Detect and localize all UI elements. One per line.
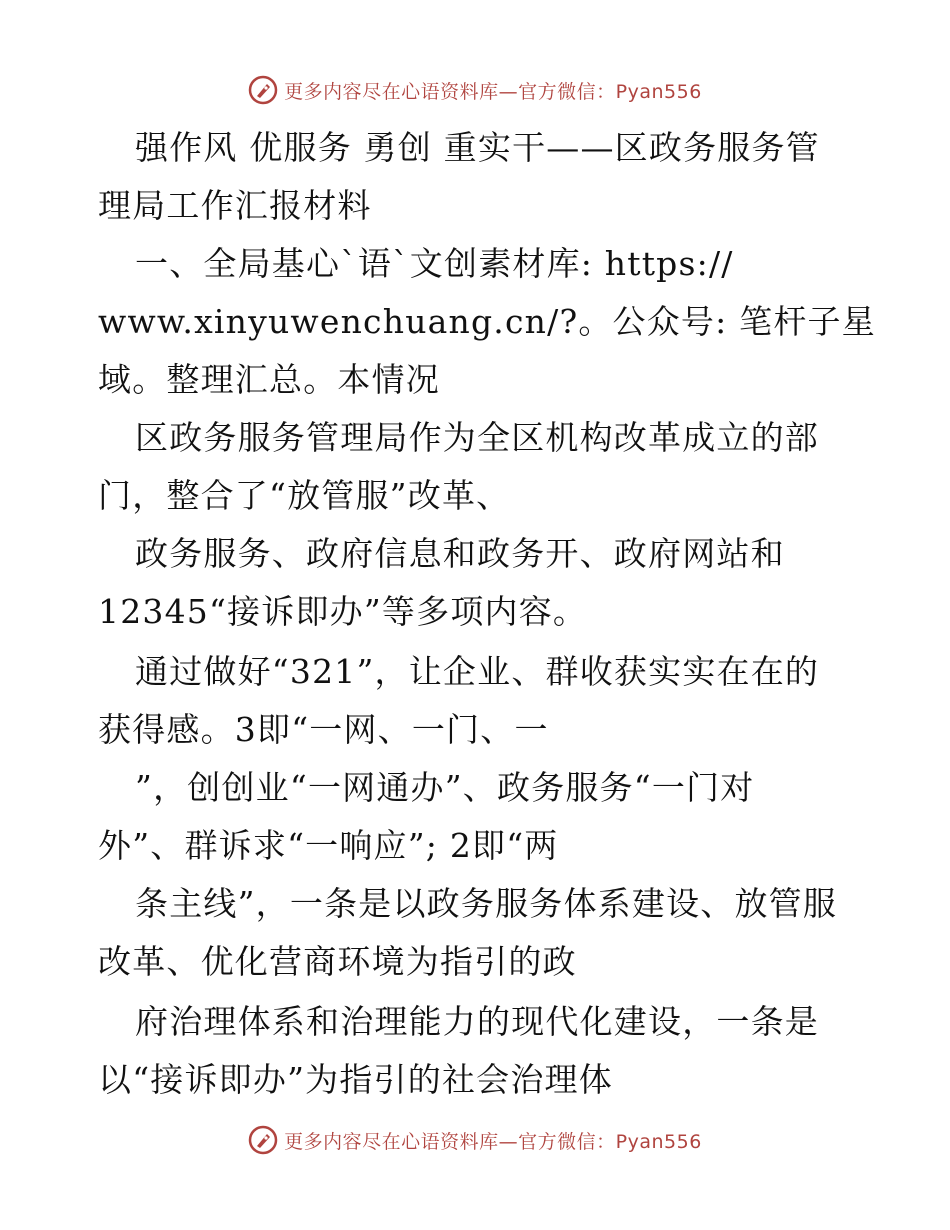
doc-text-line: 12345“接诉即办”等多项内容。 bbox=[98, 592, 588, 631]
doc-text-line: 以“接诉即办”为指引的社会治理体 bbox=[98, 1060, 613, 1099]
doc-text-line: ”，创创业“一网通办”、政务服务“一门对 bbox=[135, 768, 755, 807]
watermark-text: 更多内容尽在心语资料库—官方微信：Pyan556 bbox=[284, 80, 702, 103]
doc-text-line: 条主线”，一条是以政务服务体系建设、放管服 bbox=[135, 884, 838, 923]
doc-text-line: 区政务服务管理局作为全区机构改革成立的部 bbox=[135, 418, 819, 457]
doc-text-line: 门，整合了“放管服”改革、 bbox=[98, 476, 511, 515]
pen-nib-icon bbox=[248, 1125, 278, 1155]
doc-text-line: 通过做好“321”，让企业、群收获实实在在的 bbox=[135, 652, 820, 691]
doc-text-line: 一、全局基心`语`文创素材库: https:// bbox=[135, 244, 734, 283]
pen-nib-icon bbox=[248, 75, 278, 105]
doc-title-line-1: 强作风 优服务 勇创 重实干——区政务服务管 bbox=[135, 128, 820, 167]
doc-title-line-2: 理局工作汇报材料 bbox=[98, 186, 372, 225]
doc-text-line: 域。整理汇总。本情况 bbox=[98, 360, 440, 399]
doc-text-line: www.xinyuwenchuang.cn/?。公众号: 笔杆子星 bbox=[98, 302, 876, 341]
doc-text-line: 府治理体系和治理能力的现代化建设，一条是 bbox=[135, 1002, 819, 1041]
doc-text-line: 获得感。3即“一网、一门、一 bbox=[98, 710, 549, 749]
header-watermark-banner bbox=[0, 70, 950, 110]
doc-text-line: 改革、优化营商环境为指引的政 bbox=[98, 942, 577, 981]
watermark-text: 更多内容尽在心语资料库—官方微信：Pyan556 bbox=[284, 1130, 702, 1153]
doc-text-line: 政务服务、政府信息和政务开、政府网站和 bbox=[135, 534, 785, 573]
doc-text-line: 外”、群诉求“一响应”; 2即“两 bbox=[98, 826, 559, 865]
footer-watermark-banner bbox=[0, 1120, 950, 1160]
